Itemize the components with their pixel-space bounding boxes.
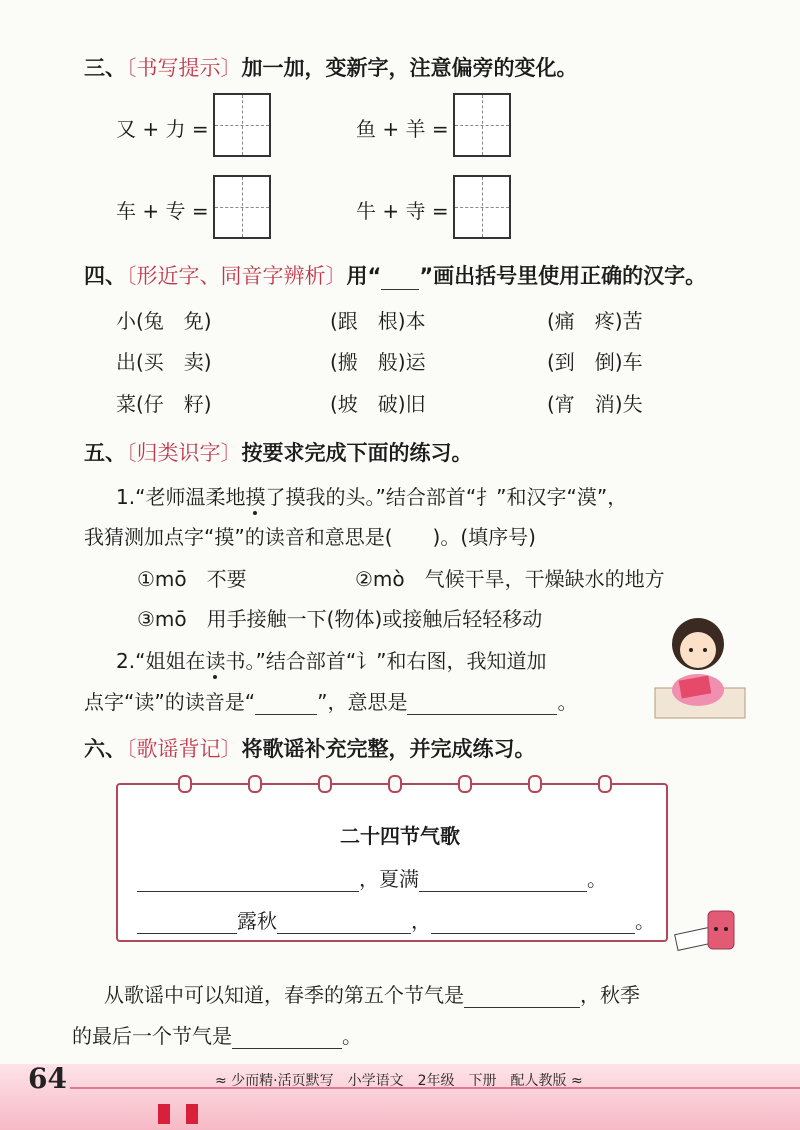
combine-item-1: 又 + 力 = [116,117,209,141]
choice-item[interactable]: 小(兔 免) [116,309,212,333]
choice-item[interactable]: 出(买 卖) [116,350,212,374]
answer-grid-1[interactable] [213,93,271,157]
footer-mark-2 [186,1104,198,1124]
section-3-heading [84,52,578,82]
q2-text-b: 书。”结合部首“讠”和右图，我知道加 [225,649,547,673]
option-1: ①mō 不要 [137,567,247,591]
answer-grid-3[interactable] [213,175,271,239]
solar-term-blank-2[interactable] [232,1026,342,1049]
combine-item-2: 鱼 + 羊 = [356,117,449,141]
poem-blank-4[interactable] [277,911,411,934]
section-4-heading [84,260,706,290]
section-6-number: 六、 [84,737,126,761]
poem-line-1 [137,863,607,892]
underline-sample [381,273,419,290]
section-5-number: 五、 [84,441,126,465]
poem-text-2c: 。 [635,909,655,933]
poem-text-2a: 露秋 [237,909,277,933]
followup-text-b: ，秋季 [580,983,640,1007]
answer-grid-4[interactable] [453,175,511,239]
section-3-number: 三、 [84,56,126,80]
option-2: ②mò 气候干旱，干燥缺水的地方 [355,567,665,591]
option-3: ③mō 用手接触一下(物体)或接触后轻轻移动 [137,607,543,631]
section-6-heading [84,733,536,763]
poem-text-2b: ， [411,909,431,933]
question-1-line-1 [116,481,627,510]
followup-text-d: 。 [342,1024,362,1048]
section-6-tag: 〔歌谣背记〕 [126,737,242,761]
q2-text-c: 点字“读”的读音是“ [84,690,256,714]
poem-blank-5[interactable] [431,911,635,934]
choice-item[interactable]: (搬 般)运 [330,350,426,374]
section-4-number: 四、 [84,264,126,288]
section-4-instruction-a: 用“ [346,264,382,288]
books-illustration [670,905,742,955]
q2-text-a: 2.“姐姐在 [116,649,206,673]
footer-mark-1 [158,1104,170,1124]
choice-item[interactable]: (痛 疼)苦 [547,309,643,333]
follow-up-line-2 [72,1020,362,1049]
q2-dotted-char: 读 [205,649,226,673]
q1-text-a: 1.“老师温柔地 [116,485,246,509]
q1-dotted-char: 摸 [245,485,266,509]
meaning-blank[interactable] [407,692,557,715]
section-4-tag: 〔形近字、同音字辨析〕 [126,264,347,288]
choice-item[interactable]: (到 倒)车 [547,350,643,374]
choice-item[interactable]: (跟 根)本 [330,309,426,333]
q2-text-d: ”，意思是 [317,690,408,714]
section-5-heading [84,437,473,467]
poem-text-1a: ，夏满 [359,867,419,891]
poem-blank-3[interactable] [137,911,237,934]
poem-blank-1[interactable] [137,869,359,892]
followup-text-c: 的最后一个节气是 [72,1024,232,1048]
choice-item[interactable]: (宵 消)失 [547,392,643,416]
q2-text-e: 。 [557,690,578,714]
section-4-instruction-b: ”画出括号里使用正确的汉字。 [419,264,707,288]
poem-text-1b: 。 [587,867,607,891]
section-3-instruction: 加一加，变新字，注意偏旁的变化。 [241,56,578,80]
choice-item[interactable]: (坡 破)旧 [330,392,426,416]
girl-reading-illustration [640,610,750,720]
poem-line-2 [137,905,655,934]
series-info: ≈ 少而精·活页默写 小学语文 2年级 下册 配人教版 ≈ [215,1073,583,1089]
q1-text-b: 了摸我的头。”结合部首“扌”和汉字“漠”， [265,485,628,509]
poem-blank-2[interactable] [419,869,587,892]
question-1-line-2: 我猜测加点字“摸”的读音和意思是( )。(填序号) [84,525,536,549]
solar-term-blank-1[interactable] [464,985,580,1008]
page-number: 64 [28,1062,67,1095]
follow-up-line-1 [104,979,640,1008]
choice-item[interactable]: 菜(仔 籽) [116,392,212,416]
pinyin-blank[interactable] [255,692,317,715]
question-2-line-2 [84,686,577,715]
section-5-instruction: 按要求完成下面的练习。 [241,441,473,465]
question-2-line-1 [116,645,547,674]
section-3-tag: 〔书写提示〕 [126,56,242,80]
section-6-instruction: 将歌谣补充完整，并完成练习。 [241,737,536,761]
combine-item-4: 牛 + 寺 = [356,199,449,223]
answer-grid-2[interactable] [453,93,511,157]
section-5-tag: 〔归类识字〕 [126,441,242,465]
followup-text-a: 从歌谣中可以知道，春季的第五个节气是 [104,983,464,1007]
combine-item-3: 车 + 专 = [116,199,209,223]
poem-title: 二十四节气歌 [340,824,460,848]
